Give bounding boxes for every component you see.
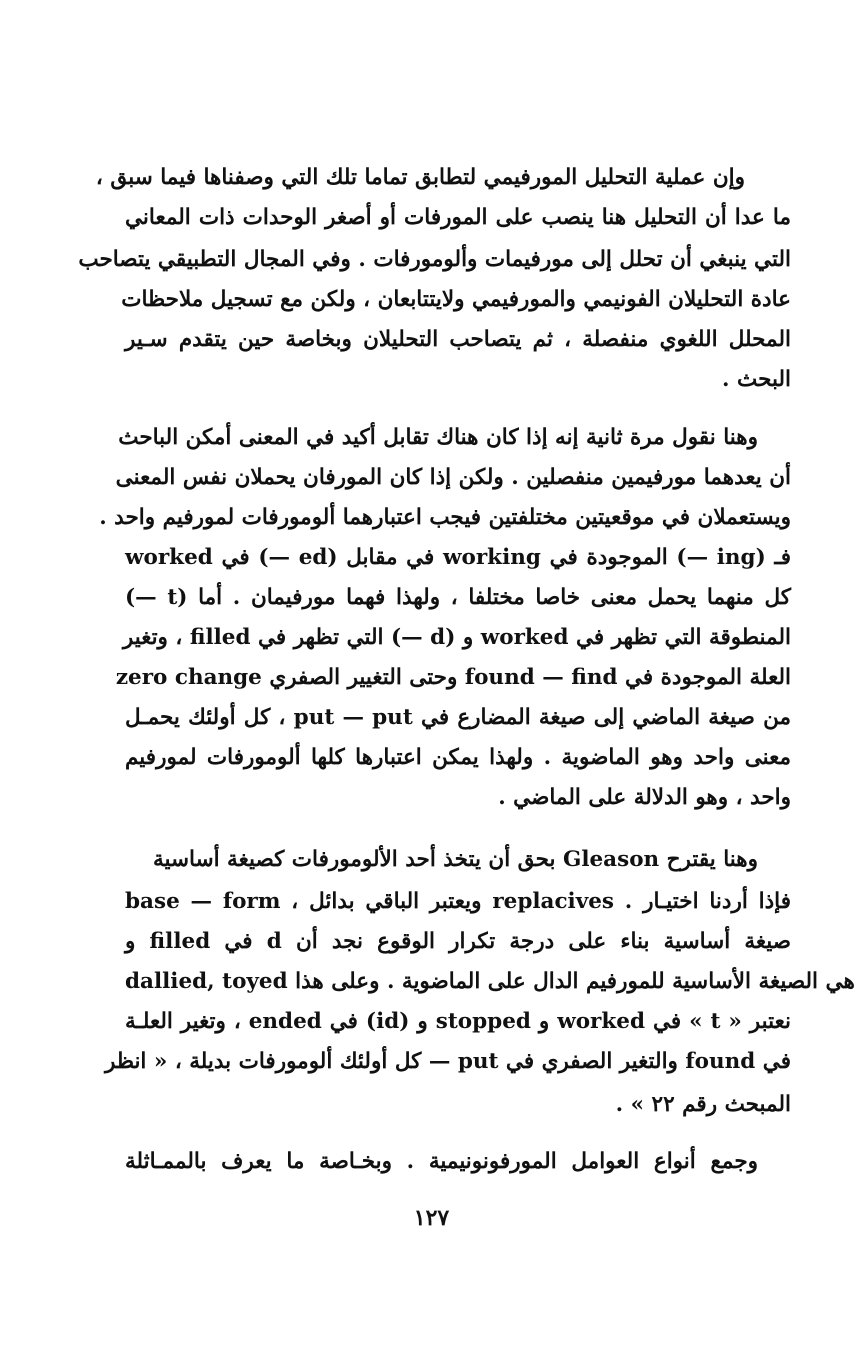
paragraph-4-line-1: وجمع أنواع العوامل المورفونونيمية . وبخـاصة ما يعرف بالممـاثلة [125, 1149, 758, 1174]
paragraph-1-line-1: وإن عملية التحليل المورفيمي لتطابق تماما تلك التي وصفناها فيما سبق ، [95, 165, 745, 190]
paragraph-2-line-5: كل منهما يحمل معنى خاصا مختلفا ، ولهذا فهما مورفيمان . أما (t —) [125, 585, 791, 610]
paragraph-1-line-3: التي ينبغي أن تحلل إلى مورفيمات وألومورفات . وفي المجال التطبيقي يتصاحب [78, 247, 791, 272]
paragraph-1-line-2: ما عدا أن التحليل هنا ينصب على المورفات أو أصغر الوحدات ذات المعاني [125, 205, 791, 230]
page-number: ١٢٧ [413, 1205, 450, 1231]
paragraph-1-line-4: عادة التحليلان الفونيمي والمورفيمي ولايتتابعان ، ولكن مع تسجيل ملاحظات [121, 287, 791, 312]
paragraph-3-line-4: dallied, toyed هي الصيغة الأساسية للمورفيم الدال على الماضوية . وعلى هذا [125, 969, 855, 994]
paragraph-1-line-5: المحلل اللغوي منفصلة ، ثم يتصاحب التحليلان وبخاصة حين يتقدم سـير [125, 327, 791, 352]
paragraph-1-line-6: البحث . [722, 367, 791, 392]
paragraph-2-line-10: واحد ، وهو الدلالة على الماضي . [498, 785, 791, 810]
paragraph-3-line-2: base — form ، ويعتبر الباقي بدائل replacives . فإذا أردنا اختيـار [125, 889, 791, 914]
paragraph-2-line-3: ويستعملان في موقعيتين مختلفتين فيجب اعتبارهما ألومورفات لمورفيم واحد . [99, 505, 791, 530]
paragraph-3-line-5: نعتبر « t » في worked و stopped و (id) في ended ، وتغير العلـة [125, 1009, 791, 1034]
paragraph-2-line-4: فـ (ing —) الموجودة في working في مقابل (ed —) في worked [125, 545, 792, 570]
paragraph-3-line-6: في found والتغير الصفري في put — كل أولئك ألومورفات بديلة ، « انظر [104, 1049, 791, 1074]
paragraph-2-line-9: معنى واحد وهو الماضوية . ولهذا يمكن اعتبارها كلها ألومورفات لمورفيم [125, 745, 791, 770]
paragraph-3-line-3: صيغة أساسية بناء على درجة تكرار الوقوع نجد أن d في filled و [125, 929, 792, 954]
paragraph-2-line-1: وهنا نقول مرة ثانية إنه إذا كان هناك تقابل أكيد في المعنى أمكن الباحث [118, 425, 758, 450]
paragraph-2-line-2: أن يعدهما مورفيمين منفصلين . ولكن إذا كان المورفان يحملان نفس المعنى [115, 465, 791, 490]
paragraph-2-line-6: المنطوقة التي تظهر في worked و (d —) التي تظهر في filled ، وتغير [122, 625, 791, 650]
paragraph-3-line-7: المبحث رقم ٢٢ » . [615, 1092, 791, 1117]
paragraph-2-line-8: من صيغة الماضي إلى صيغة المضارع في put — put ، كل أولئك يحمـل [125, 705, 791, 730]
paragraph-3-line-1: وهنا يقترح Gleason بحق أن يتخذ أحد الألومورفات كصيغة أساسية [153, 847, 758, 872]
paragraph-2-line-7: العلة الموجودة في found — find وحتى التغيير الصفري zero change [115, 665, 791, 690]
